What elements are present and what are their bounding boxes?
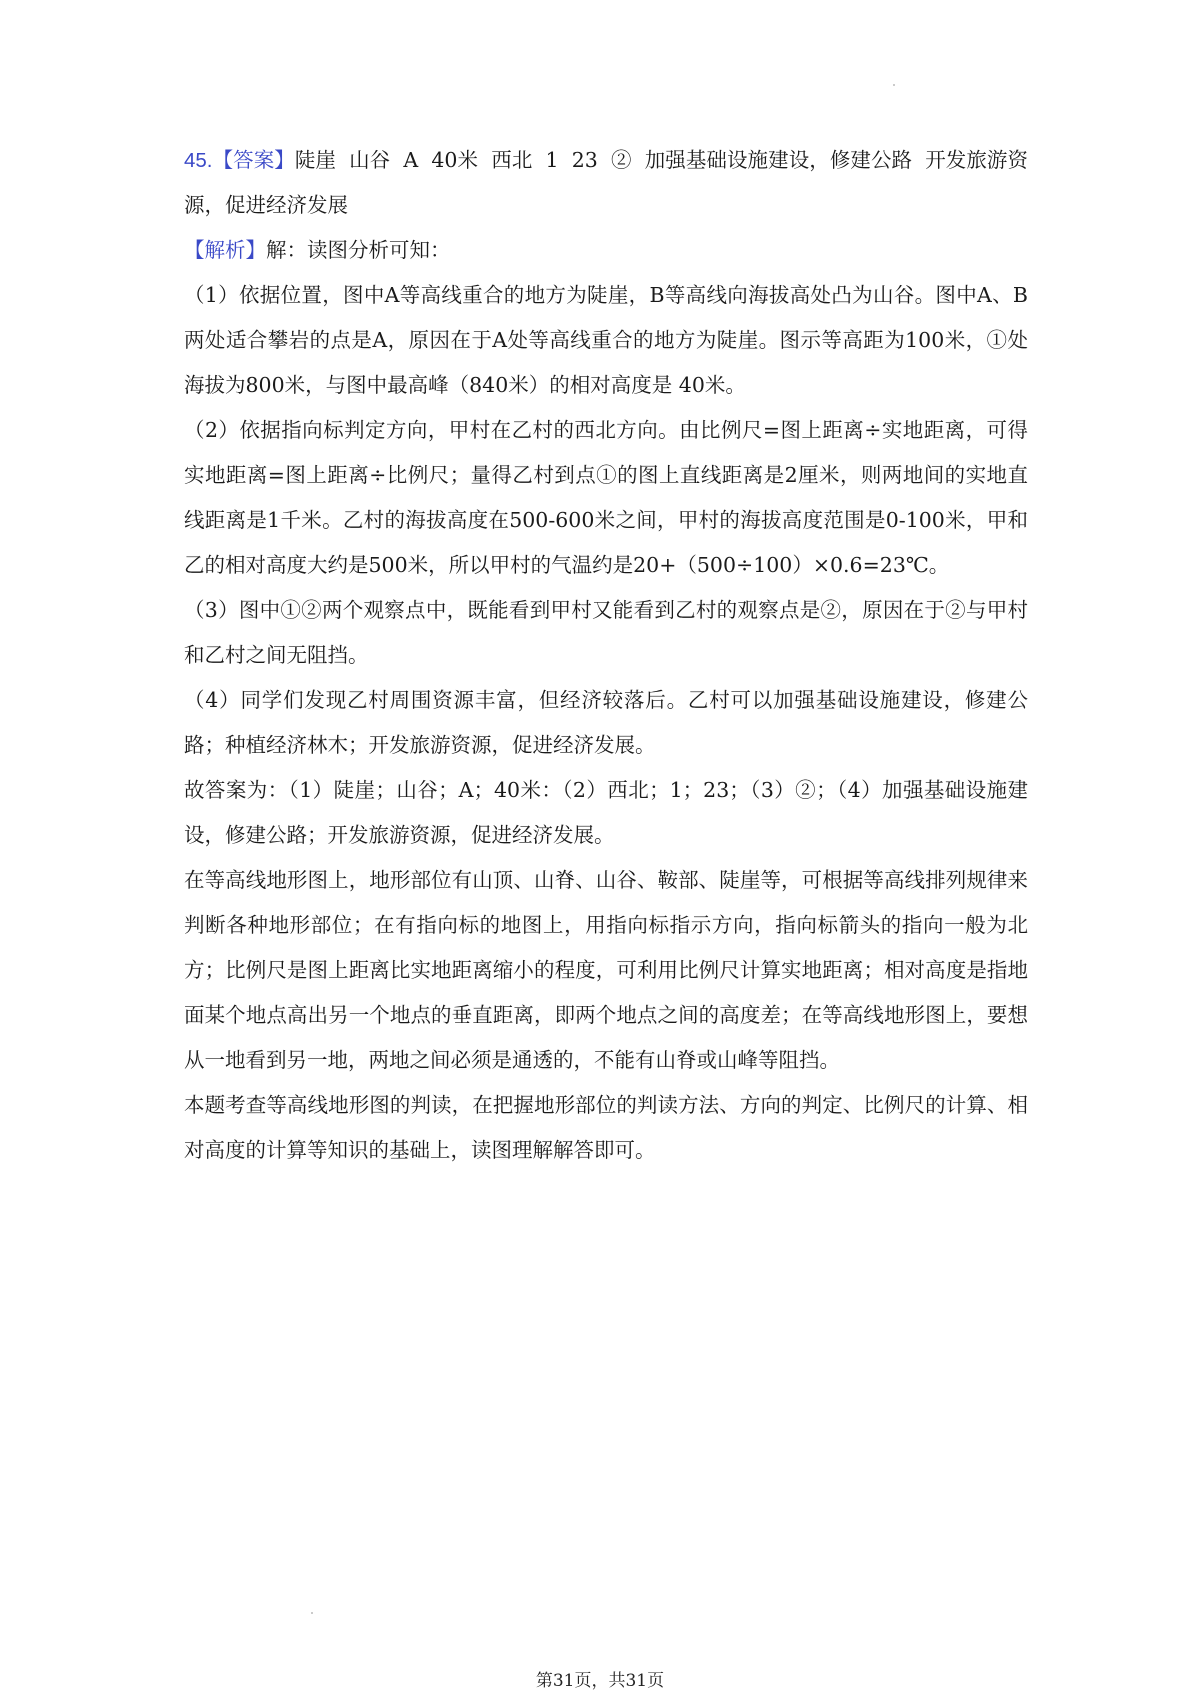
scan-dot — [893, 84, 895, 86]
analysis-tag: 【解析】 — [184, 238, 266, 262]
analysis-paragraph-3: （3）图中①②两个观察点中，既能看到甲村又能看到乙村的观察点是②，原因在于②与甲村和乙村之间无阻挡。 — [184, 598, 1028, 667]
answer-tag: 【答案】 — [212, 148, 295, 172]
page-footer: 第31页，共31页 — [535, 1671, 665, 1691]
knowledge-paragraph: 在等高线地形图上，地形部位有山顶、山脊、山谷、鞍部、陡崖等，可根据等高线排列规律来判断各种地形部位；在有指向标的地图上，用指向标指示方向，指向标箭头的指向一般为北方；比例尺是图上距离比实地距离缩小的程度，可利用比例尺计算实地距离；相对高度是指地面某个地点高出另一个地点的垂直距离，即两个地点之间的高度差；在等高线地形图上，要想从一地看到另一地，两地之间必须是通透的，不能有山脊或山峰等阻挡。 — [184, 868, 1028, 1072]
summary-paragraph: 本题考查等高线地形图的判读，在把握地形部位的判读方法、方向的判定、比例尺的计算、相对高度的计算等知识的基础上，读图理解解答即可。 — [184, 1093, 1028, 1162]
analysis-paragraph-2: （2）依据指向标判定方向，甲村在乙村的西北方向。由比例尺=图上距离÷实地距离，可得实地距离=图上距离÷比例尺；量得乙村到点①的图上直线距离是2厘米，则两地间的实地直线距离是1千米。乙村的海拔高度在500-600米之间，甲村的海拔高度范围是0-100米，甲和乙的相对高度大约是500米，所以甲村的气温约是20+（500÷100）×0.6=23℃。 — [184, 418, 1028, 577]
answer-text: 陡崖 山谷 A 40米 西北 1 23 ② 加强基础设施建设，修建公路 开发旅游资源，促进经济发展 — [184, 148, 1029, 217]
answer-line — [184, 138, 1028, 228]
analysis-paragraph-1: （1）依据位置，图中A等高线重合的地方为陡崖，B等高线向海拔高处凸为山谷。图中A、B两处适合攀岩的点是A，原因在于A处等高线重合的地方为陡崖。图示等高距为100米，①处海拔为800米，与图中最高峰（840米）的相对高度是 40米。 — [184, 283, 1028, 397]
analysis-paragraph-4: （4）同学们发现乙村周围资源丰富，但经济较落后。乙村可以加强基础设施建设，修建公路；种植经济林木；开发旅游资源，促进经济发展。 — [184, 688, 1028, 757]
question-number: 45. — [184, 149, 213, 172]
analysis-line — [184, 228, 1028, 273]
final-answer-paragraph: 故答案为：（1）陡崖；山谷；A；40米：（2）西北；1；23；（3）②；（4）加强基础设施建设，修建公路；开发旅游资源，促进经济发展。 — [184, 778, 1028, 847]
page-content — [184, 138, 1028, 1173]
analysis-intro: 解：读图分析可知： — [266, 238, 451, 262]
scan-dot — [311, 1612, 313, 1614]
